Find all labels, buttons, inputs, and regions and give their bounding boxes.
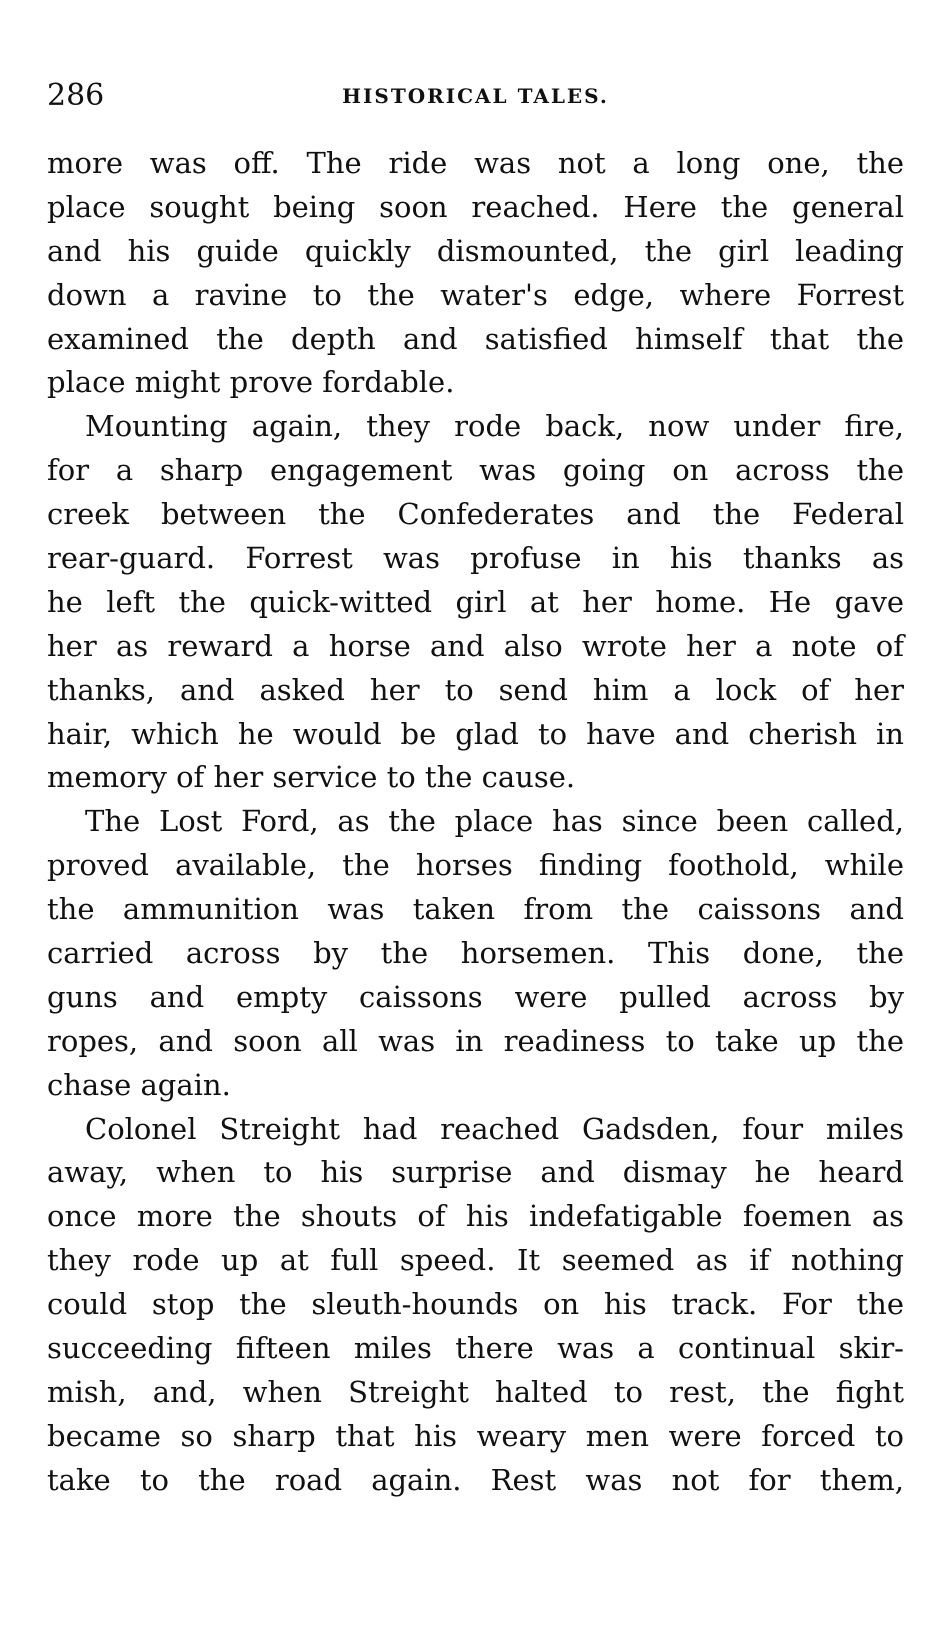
text-line: once more the shouts of his indefatigable foemen as xyxy=(47,1199,904,1234)
text-line: examined the depth and satisfied himself that the xyxy=(47,321,904,356)
text-line: The Lost Ford, as the place has since been called, xyxy=(85,804,904,839)
text-line: proved available, the horses finding foothold, while xyxy=(47,848,904,883)
text-line: for a sharp engagement was going on across the xyxy=(47,453,904,488)
text-line: became so sharp that his weary men were forced to xyxy=(47,1418,904,1453)
text-line: mish, and, when Streight halted to rest, the fight xyxy=(47,1374,904,1409)
text-line: place sought being soon reached. Here the general xyxy=(47,189,904,224)
text-line: and his guide quickly dismounted, the girl leading xyxy=(47,233,904,268)
text-line: he left the quick-witted girl at her home. He gave xyxy=(47,584,904,619)
text-line: take to the road again. Rest was not for them, xyxy=(47,1462,904,1497)
book-page xyxy=(47,0,904,1651)
text-line: carried across by the horsemen. This done, the xyxy=(47,936,904,971)
text-line: down a ravine to the water's edge, where Forrest xyxy=(47,277,904,312)
text-line: the ammunition was taken from the caissons and xyxy=(47,892,904,927)
text-line: succeeding fifteen miles there was a continual skir- xyxy=(47,1331,904,1366)
text-line: more was off. The ride was not a long one, the xyxy=(47,146,904,180)
running-title: HISTORICAL TALES. xyxy=(342,84,609,108)
text-line: guns and empty caissons were pulled across by xyxy=(47,979,904,1014)
body-text xyxy=(47,142,904,1503)
text-line: place might prove fordable. xyxy=(47,365,455,400)
text-line: creek between the Confederates and the Federal xyxy=(47,497,904,532)
text-line: could stop the sleuth-hounds on his track. For the xyxy=(47,1287,904,1322)
text-line: her as reward a horse and also wrote her a note of xyxy=(47,628,904,663)
text-line: Mounting again, they rode back, now under fire, xyxy=(85,409,904,444)
text-line: thanks, and asked her to send him a lock of her xyxy=(47,672,904,707)
text-line: chase again. xyxy=(47,1067,231,1102)
text-line: Colonel Streight had reached Gadsden, four miles xyxy=(85,1111,904,1146)
text-line: rear-guard. Forrest was profuse in his thanks as xyxy=(47,541,904,576)
text-line: ropes, and soon all was in readiness to take up the xyxy=(47,1023,904,1058)
text-line: they rode up at full speed. It seemed as if nothing xyxy=(47,1243,904,1278)
page-number: 286 xyxy=(47,78,105,113)
text-line: hair, which he would be glad to have and cherish in xyxy=(47,716,904,751)
running-head xyxy=(47,76,904,116)
text-line: away, when to his surprise and dismay he heard xyxy=(47,1155,904,1190)
text-line: memory of her service to the cause. xyxy=(47,760,576,795)
